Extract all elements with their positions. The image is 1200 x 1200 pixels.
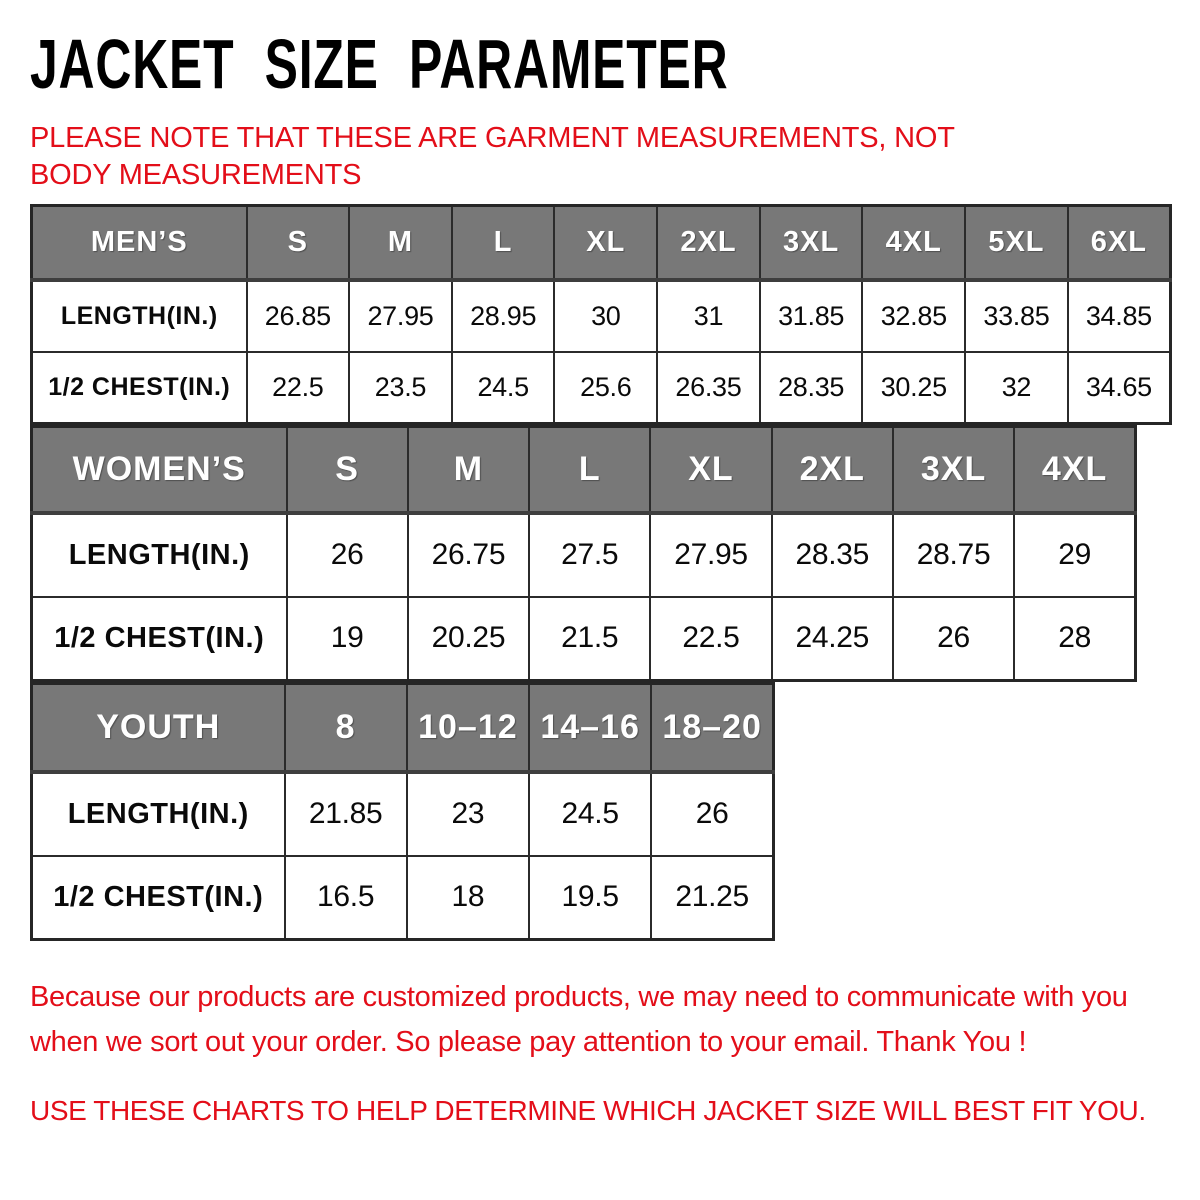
mens-size-table bbox=[30, 204, 1172, 425]
size-header-cell: 14–16 bbox=[529, 684, 651, 772]
value-cell: 28 bbox=[1014, 597, 1135, 681]
size-header-cell: 8 bbox=[285, 684, 407, 772]
youth-table bbox=[30, 682, 775, 941]
value-cell: 28.75 bbox=[893, 513, 1014, 597]
value-cell: 23.5 bbox=[349, 352, 452, 424]
size-header-cell: 2XL bbox=[657, 206, 760, 280]
value-cell: 22.5 bbox=[247, 352, 350, 424]
value-cell: 25.6 bbox=[554, 352, 657, 424]
value-cell: 26 bbox=[893, 597, 1014, 681]
chart-usage-instruction: USE THESE CHARTS TO HELP DETERMINE WHICH JACKET SIZE WILL BEST FIT YOU. bbox=[30, 1095, 1146, 1127]
garment-measurement-note: PLEASE NOTE THAT THESE ARE GARMENT MEASUREMENTS, NOT BODY MEASUREMENTS bbox=[30, 122, 955, 192]
table-title-cell: YOUTH bbox=[32, 684, 285, 772]
value-cell: 33.85 bbox=[965, 280, 1068, 352]
womens-table bbox=[30, 425, 1137, 682]
size-header-cell: 2XL bbox=[772, 427, 893, 513]
value-cell: 26 bbox=[651, 772, 773, 856]
size-header-cell: 6XL bbox=[1068, 206, 1171, 280]
row-label-cell: 1/2 CHEST(IN.) bbox=[32, 597, 287, 681]
value-cell: 28.35 bbox=[760, 352, 863, 424]
size-header-cell: M bbox=[349, 206, 452, 280]
row-label-cell: LENGTH(IN.) bbox=[32, 772, 285, 856]
table-row bbox=[32, 280, 1171, 352]
youth-size-table bbox=[30, 682, 1172, 941]
table-title-cell: MEN’S bbox=[32, 206, 247, 280]
size-header-cell: 10–12 bbox=[407, 684, 529, 772]
value-cell: 28.95 bbox=[452, 280, 555, 352]
row-label-cell: LENGTH(IN.) bbox=[32, 280, 247, 352]
value-cell: 34.85 bbox=[1068, 280, 1171, 352]
value-cell: 32 bbox=[965, 352, 1068, 424]
table-row bbox=[32, 597, 1136, 681]
value-cell: 27.5 bbox=[529, 513, 650, 597]
size-header-cell: L bbox=[452, 206, 555, 280]
size-header-cell: 3XL bbox=[893, 427, 1014, 513]
value-cell: 26.85 bbox=[247, 280, 350, 352]
value-cell: 26.75 bbox=[408, 513, 529, 597]
value-cell: 16.5 bbox=[285, 856, 407, 940]
value-cell: 34.65 bbox=[1068, 352, 1171, 424]
table-row bbox=[32, 772, 774, 856]
value-cell: 20.25 bbox=[408, 597, 529, 681]
header-row bbox=[32, 427, 1136, 513]
value-cell: 30 bbox=[554, 280, 657, 352]
size-header-cell: L bbox=[529, 427, 650, 513]
row-label-cell: 1/2 CHEST(IN.) bbox=[32, 352, 247, 424]
size-header-cell: S bbox=[287, 427, 408, 513]
size-header-cell: 3XL bbox=[760, 206, 863, 280]
row-label-cell: LENGTH(IN.) bbox=[32, 513, 287, 597]
size-header-cell: 4XL bbox=[862, 206, 965, 280]
value-cell: 30.25 bbox=[862, 352, 965, 424]
row-label-cell: 1/2 CHEST(IN.) bbox=[32, 856, 285, 940]
header-row bbox=[32, 684, 774, 772]
value-cell: 21.5 bbox=[529, 597, 650, 681]
table-row bbox=[32, 352, 1171, 424]
womens-size-table bbox=[30, 425, 1172, 682]
value-cell: 24.25 bbox=[772, 597, 893, 681]
value-cell: 18 bbox=[407, 856, 529, 940]
size-header-cell: 18–20 bbox=[651, 684, 773, 772]
size-header-cell: XL bbox=[650, 427, 771, 513]
size-header-cell: S bbox=[247, 206, 350, 280]
value-cell: 19.5 bbox=[529, 856, 651, 940]
size-header-cell: 5XL bbox=[965, 206, 1068, 280]
value-cell: 27.95 bbox=[349, 280, 452, 352]
mens-table bbox=[30, 204, 1172, 425]
size-header-cell: XL bbox=[554, 206, 657, 280]
customization-notice: Because our products are customized products, we may need to communicate with you when we sort out your order. So please pay attention to your email. Thank You ! bbox=[30, 981, 1128, 1059]
page-title: JACKET SIZE PARAMETER bbox=[30, 25, 729, 103]
size-header-cell: 4XL bbox=[1014, 427, 1135, 513]
value-cell: 21.25 bbox=[651, 856, 773, 940]
value-cell: 24.5 bbox=[452, 352, 555, 424]
value-cell: 22.5 bbox=[650, 597, 771, 681]
table-row bbox=[32, 856, 774, 940]
value-cell: 31.85 bbox=[760, 280, 863, 352]
size-header-cell: M bbox=[408, 427, 529, 513]
table-row bbox=[32, 513, 1136, 597]
value-cell: 26.35 bbox=[657, 352, 760, 424]
value-cell: 31 bbox=[657, 280, 760, 352]
value-cell: 24.5 bbox=[529, 772, 651, 856]
value-cell: 19 bbox=[287, 597, 408, 681]
table-title-cell: WOMEN’S bbox=[32, 427, 287, 513]
value-cell: 27.95 bbox=[650, 513, 771, 597]
value-cell: 21.85 bbox=[285, 772, 407, 856]
header-row bbox=[32, 206, 1171, 280]
size-tables-section bbox=[30, 204, 1172, 941]
value-cell: 26 bbox=[287, 513, 408, 597]
value-cell: 32.85 bbox=[862, 280, 965, 352]
value-cell: 28.35 bbox=[772, 513, 893, 597]
value-cell: 29 bbox=[1014, 513, 1135, 597]
value-cell: 23 bbox=[407, 772, 529, 856]
